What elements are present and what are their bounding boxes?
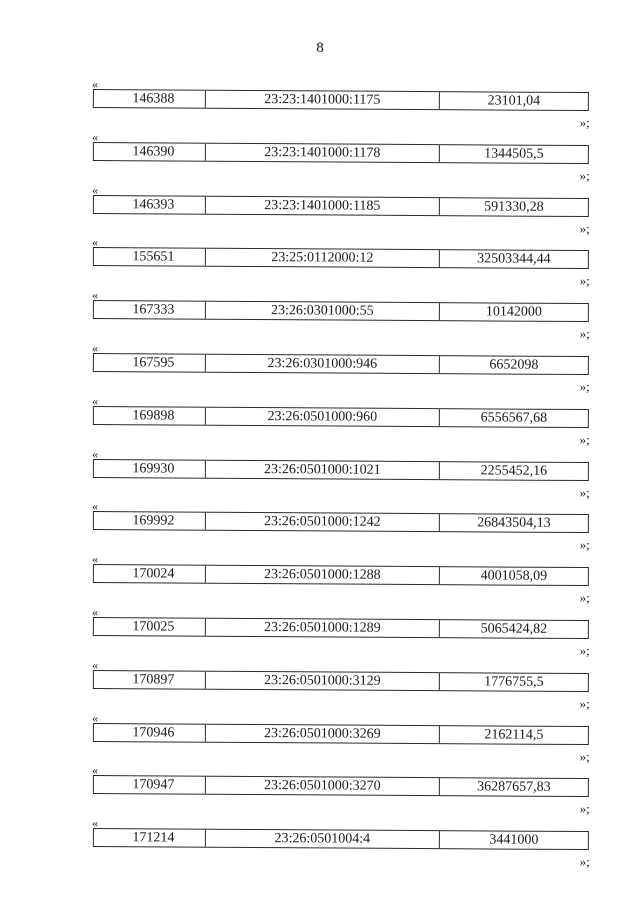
cadastral-number-cell: 23:26:0301000:946: [206, 355, 440, 373]
opening-quote: «: [91, 763, 99, 778]
table-row: [93, 511, 589, 533]
opening-quote: «: [91, 499, 99, 514]
closing-quote: »;: [579, 590, 590, 606]
opening-quote: «: [91, 182, 99, 197]
value-cell: 2255452,16: [480, 462, 548, 479]
entry-item: [88, 395, 594, 451]
record-number-cell: 167333: [94, 301, 206, 319]
record-number-cell: 169992: [94, 512, 206, 530]
closing-quote: »;: [579, 801, 590, 817]
value-cell: 26843504,13: [477, 515, 551, 532]
value-cell: 3441000: [489, 832, 539, 848]
table-row: [93, 617, 589, 639]
value-cell: 5065424,82: [480, 621, 548, 637]
opening-quote: «: [91, 657, 99, 672]
table-row: [93, 300, 589, 322]
record-number-cell: 170024: [94, 565, 206, 583]
cadastral-number-cell: 23:23:1401000:1178: [206, 144, 440, 162]
closing-quote: »;: [579, 115, 590, 131]
record-number-cell: 146393: [94, 196, 206, 214]
opening-quote: «: [91, 235, 99, 250]
entry-item: [88, 500, 594, 556]
entry-item: [88, 184, 594, 240]
value-cell: 6556567,68: [480, 410, 548, 426]
opening-quote: «: [91, 288, 99, 303]
cadastral-number-cell: 23:25:0112000:12: [206, 249, 440, 267]
record-number-cell: 169930: [94, 460, 206, 478]
opening-quote: «: [91, 341, 99, 356]
closing-quote: »;: [579, 537, 590, 553]
entry-item: [88, 78, 594, 134]
entry-item: [88, 448, 594, 504]
record-number-cell: 169898: [94, 407, 206, 425]
table-row: [93, 89, 589, 111]
value-cell: 23101,04: [487, 93, 541, 109]
table-row: [93, 723, 589, 745]
closing-quote: »;: [579, 431, 590, 447]
cadastral-number-cell: 23:26:0501000:1021: [206, 460, 440, 478]
closing-quote: »;: [579, 854, 590, 870]
table-row: [93, 775, 589, 797]
closing-quote: »;: [579, 273, 590, 289]
table-row: [93, 406, 589, 428]
record-number-cell: 170946: [94, 724, 206, 742]
opening-quote: «: [91, 552, 99, 567]
record-number-cell: 170897: [94, 671, 206, 689]
opening-quote: «: [91, 710, 99, 725]
entry-item: [88, 712, 594, 768]
opening-quote: «: [91, 129, 99, 144]
closing-quote: »;: [579, 484, 590, 500]
value-cell: 4001058,09: [480, 568, 548, 584]
value-cell: 591330,28: [484, 199, 544, 215]
value-cell: 36287657,83: [477, 779, 551, 796]
record-number-cell: 170947: [94, 776, 206, 794]
table-row: [93, 142, 589, 164]
cadastral-number-cell: 23:23:1401000:1185: [206, 196, 440, 214]
entry-item: [88, 659, 594, 715]
entry-item: [88, 764, 594, 820]
cadastral-number-cell: 23:26:0301000:55: [206, 302, 440, 320]
table-row: [93, 247, 589, 269]
cadastral-number-cell: 23:26:0501000:3269: [206, 724, 440, 742]
entry-item: [88, 131, 594, 187]
opening-quote: «: [91, 605, 99, 620]
table-row: [93, 670, 589, 692]
cadastral-number-cell: 23:26:0501000:1288: [206, 566, 440, 584]
opening-quote: «: [91, 393, 99, 408]
cadastral-number-cell: 23:26:0501000:3270: [206, 777, 440, 795]
closing-quote: »;: [579, 167, 590, 183]
cadastral-number-cell: 23:26:0501000:3129: [206, 672, 440, 690]
record-number-cell: 171214: [94, 829, 206, 847]
record-number-cell: 167595: [94, 354, 206, 372]
closing-quote: »;: [579, 379, 590, 395]
record-number-cell: 170025: [94, 618, 206, 636]
value-cell: 10142000: [485, 304, 542, 320]
cadastral-number-cell: 23:23:1401000:1175: [206, 91, 440, 109]
entry-item: [88, 817, 594, 873]
entry-item: [88, 606, 594, 662]
value-cell: 6652098: [489, 357, 539, 373]
entry-item: [88, 289, 594, 345]
table-row: [93, 195, 589, 217]
cadastral-number-cell: 23:26:0501000:1242: [206, 513, 440, 531]
closing-quote: »;: [579, 326, 590, 342]
cadastral-number-cell: 23:26:0501000:1289: [206, 619, 440, 637]
opening-quote: «: [91, 77, 99, 92]
table-row: [93, 459, 589, 481]
entry-item: [88, 553, 594, 609]
entry-item: [88, 342, 594, 398]
closing-quote: »;: [579, 695, 590, 711]
record-number-cell: 146388: [94, 90, 206, 108]
table-row: [93, 564, 589, 586]
record-number-cell: 146390: [94, 143, 206, 161]
page-number: 8: [316, 40, 324, 56]
table-row: [93, 353, 589, 375]
value-cell: 1344505,5: [484, 146, 544, 162]
table-row: [93, 828, 589, 850]
opening-quote: «: [91, 816, 99, 831]
closing-quote: »;: [579, 748, 590, 764]
closing-quote: »;: [579, 220, 590, 236]
value-cell: 2162114,5: [484, 727, 544, 743]
entry-item: [88, 236, 594, 292]
value-cell: 1776755,5: [484, 674, 544, 690]
cadastral-number-cell: 23:26:0501004:4: [206, 830, 440, 848]
closing-quote: »;: [579, 643, 590, 659]
record-number-cell: 155651: [94, 248, 206, 266]
opening-quote: «: [91, 446, 99, 461]
value-cell: 32503344,44: [477, 251, 551, 268]
cadastral-number-cell: 23:26:0501000:960: [206, 408, 440, 426]
